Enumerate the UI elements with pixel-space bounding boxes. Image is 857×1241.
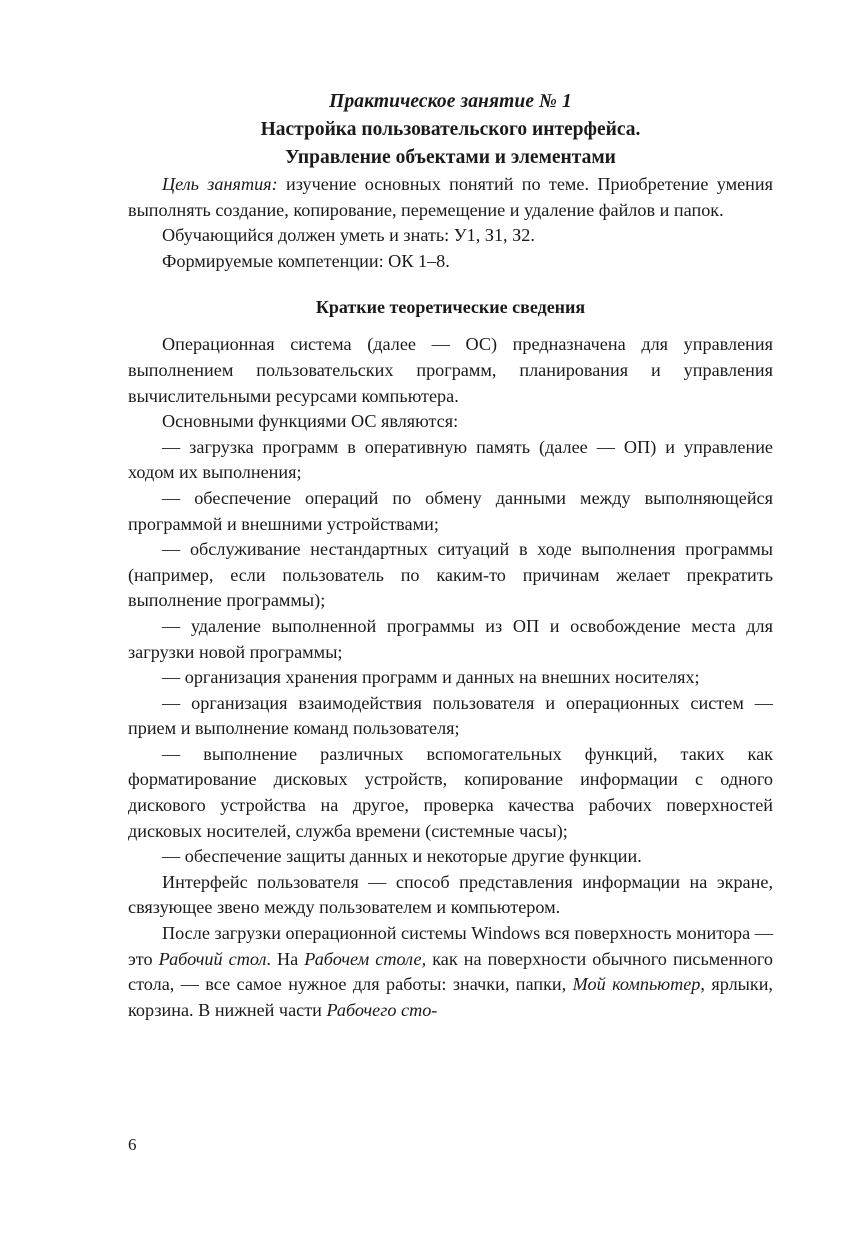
desktop-text-part-1: После загрузки операционной системы Windows вся поверхность монитора — это — [128, 923, 773, 969]
title-line-topic-1: Настройка пользовательского интерфейса. — [260, 119, 641, 140]
list-item-3: — обслуживание нестандартных ситуаций в ходе выполнения программы (например, если пользователь по каким-то причинам желает прекратить выполнение программы); — [128, 539, 773, 611]
skills-paragraph: Обучающийся должен уметь и знать: У1, З1, З2. — [162, 225, 535, 246]
desktop-italic-3: Мой компьютер — [572, 974, 701, 995]
title-line-lesson-number: Практическое занятие № 1 — [329, 91, 572, 112]
page-number: 6 — [128, 1135, 137, 1154]
competencies-paragraph: Формируемые компетенции: ОК 1–8. — [162, 250, 450, 271]
desktop-italic-4: Рабочего сто- — [326, 999, 438, 1020]
goal-text: изучение основных понятий по теме. Приобретение умения выполнять создание, копирование, перемещение и удаление файлов и папок. — [128, 174, 773, 220]
page-title — [128, 88, 773, 172]
paragraph-1: Операционная система (далее — ОС) предназначена для управления выполнением пользовательских программ, планирования и управления вычислительными ресурсами компьютера. — [128, 334, 773, 406]
list-item-5: — организация хранения программ и данных на внешних носителях; — [162, 667, 700, 688]
paragraph-desktop — [128, 921, 773, 1023]
desktop-text-part-3: как на поверхности обычного письменного стола, — все самое нужное для работы: значки, папки, — [128, 948, 774, 995]
list-item-8: — обеспечение защиты данных и некоторые другие функции. — [162, 846, 642, 867]
paragraph-2: Основными функциями ОС являются: — [162, 411, 459, 432]
list-item-7: — выполнение различных вспомогательных функций, таких как форматирование дисковых устройств, копирование информации с одного дискового устройства на другое, проверка качества рабочих поверхностей дисковых носителей, служба времени (системные часы); — [128, 743, 773, 841]
list-item-2: — обеспечение операций по обмену данными между выполняющейся программой и внешними устройствами; — [128, 487, 773, 534]
list-item-6: — организация взаимодействия пользователя и операционных систем — прием и выполнение команд пользователя; — [128, 692, 773, 739]
desktop-text-part-4: , ярлыки, корзина. В нижней части — [128, 974, 773, 1020]
desktop-italic-1: Рабочий стол — [158, 948, 267, 969]
list-item-1: — загрузка программ в оперативную память (далее — ОП) и управление ходом их выполнения; — [128, 436, 773, 483]
desktop-italic-2: Рабочем столе, — [304, 948, 427, 969]
section-heading: Краткие теоретические сведения — [315, 297, 586, 318]
list-item-4: — удаление выполненной программы из ОП и освобождение места для загрузки новой программы; — [128, 615, 773, 662]
title-line-topic-2: Управление объектами и элементами — [285, 147, 616, 168]
goal-label: Цель занятия: — [162, 174, 278, 194]
paragraph-interface: Интерфейс пользователя — способ представления информации на экране, связующее звено между пользователем и компьютером. — [128, 871, 773, 918]
desktop-text-part-2: . На — [266, 948, 305, 969]
goal-paragraph — [128, 172, 773, 223]
